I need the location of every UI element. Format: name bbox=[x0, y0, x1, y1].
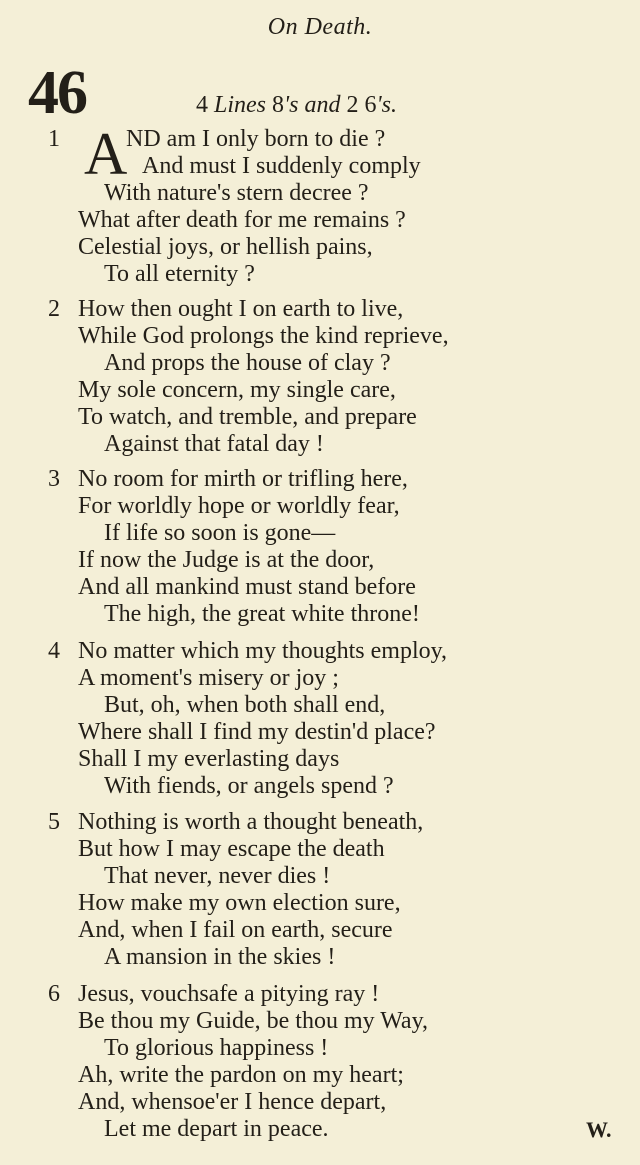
verse-line: While God prolongs the kind reprieve, bbox=[78, 323, 449, 349]
verse-line: And must I suddenly comply bbox=[142, 153, 421, 179]
meter-num-2: 2 6 bbox=[340, 92, 377, 118]
verse-line: With fiends, or angels spend ? bbox=[104, 773, 394, 799]
meter-lines: Lines bbox=[214, 92, 267, 118]
verse-line: And, when I fail on earth, secure bbox=[78, 917, 393, 943]
page-header: On Death. bbox=[267, 14, 373, 40]
verse-line: And all mankind must stand before bbox=[78, 574, 416, 600]
stanza-number: 3 bbox=[48, 466, 60, 492]
verse-line: A mansion in the skies ! bbox=[104, 944, 336, 970]
verse-line: But, oh, when both shall end, bbox=[104, 692, 386, 718]
verse-line: And props the house of clay ? bbox=[104, 350, 391, 376]
meter-s: 's. bbox=[376, 92, 397, 118]
verse-line: Where shall I find my destin'd place? bbox=[78, 719, 436, 745]
verse-line: If life so soon is gone— bbox=[104, 520, 336, 546]
verse-line: ND am I only born to die ? bbox=[126, 126, 386, 152]
verse-line: With nature's stern decree ? bbox=[104, 180, 369, 206]
stanza-number: 2 bbox=[48, 296, 60, 322]
verse-line: Against that fatal day ! bbox=[104, 431, 324, 457]
verse-line: And, whensoe'er I hence depart, bbox=[78, 1089, 387, 1115]
verse-line: Jesus, vouchsafe a pitying ray ! bbox=[78, 981, 380, 1007]
verse-line: To glorious happiness ! bbox=[104, 1035, 329, 1061]
meter-s-and: 's and bbox=[284, 92, 341, 118]
stanza-number: 6 bbox=[48, 981, 60, 1007]
verse-line: To watch, and tremble, and prepare bbox=[78, 404, 417, 430]
verse-line: How make my own election sure, bbox=[78, 890, 401, 916]
verse-line: How then ought I on earth to live, bbox=[78, 296, 404, 322]
hymn-meter bbox=[196, 92, 397, 119]
stanza-number: 5 bbox=[48, 809, 60, 835]
verse-line: But how I may escape the death bbox=[78, 836, 385, 862]
verse-line: My sole concern, my single care, bbox=[78, 377, 396, 403]
verse-line: No room for mirth or trifling here, bbox=[78, 466, 408, 492]
verse-line: That never, never dies ! bbox=[104, 863, 331, 889]
stanza-number: 1 bbox=[48, 126, 60, 152]
verse-line: A moment's misery or joy ; bbox=[78, 665, 339, 691]
verse-line: For worldly hope or worldly fear, bbox=[78, 493, 400, 519]
stanza-number: 4 bbox=[48, 638, 60, 664]
author-signature: W. bbox=[586, 1117, 612, 1142]
verse-line: The high, the great white throne! bbox=[104, 601, 420, 627]
verse-line: No matter which my thoughts employ, bbox=[78, 638, 448, 664]
hymn-number: 46 bbox=[28, 59, 86, 127]
meter-num-1: 8 bbox=[266, 92, 285, 118]
verse-line: Celestial joys, or hellish pains, bbox=[78, 234, 373, 260]
verse-line: If now the Judge is at the door, bbox=[78, 547, 375, 573]
verse-line: Shall I my everlasting days bbox=[78, 746, 340, 772]
verse-line: Be thou my Guide, be thou my Way, bbox=[78, 1008, 429, 1034]
verse-line: Let me depart in peace. bbox=[104, 1116, 329, 1142]
verse-line: Ah, write the pardon on my heart; bbox=[78, 1062, 404, 1088]
verse-line: Nothing is worth a thought beneath, bbox=[78, 809, 424, 835]
drop-cap: A bbox=[84, 121, 128, 187]
verse-line: To all eternity ? bbox=[104, 261, 255, 287]
meter-prefix: 4 bbox=[196, 92, 214, 118]
verse-line: What after death for me remains ? bbox=[78, 207, 406, 233]
